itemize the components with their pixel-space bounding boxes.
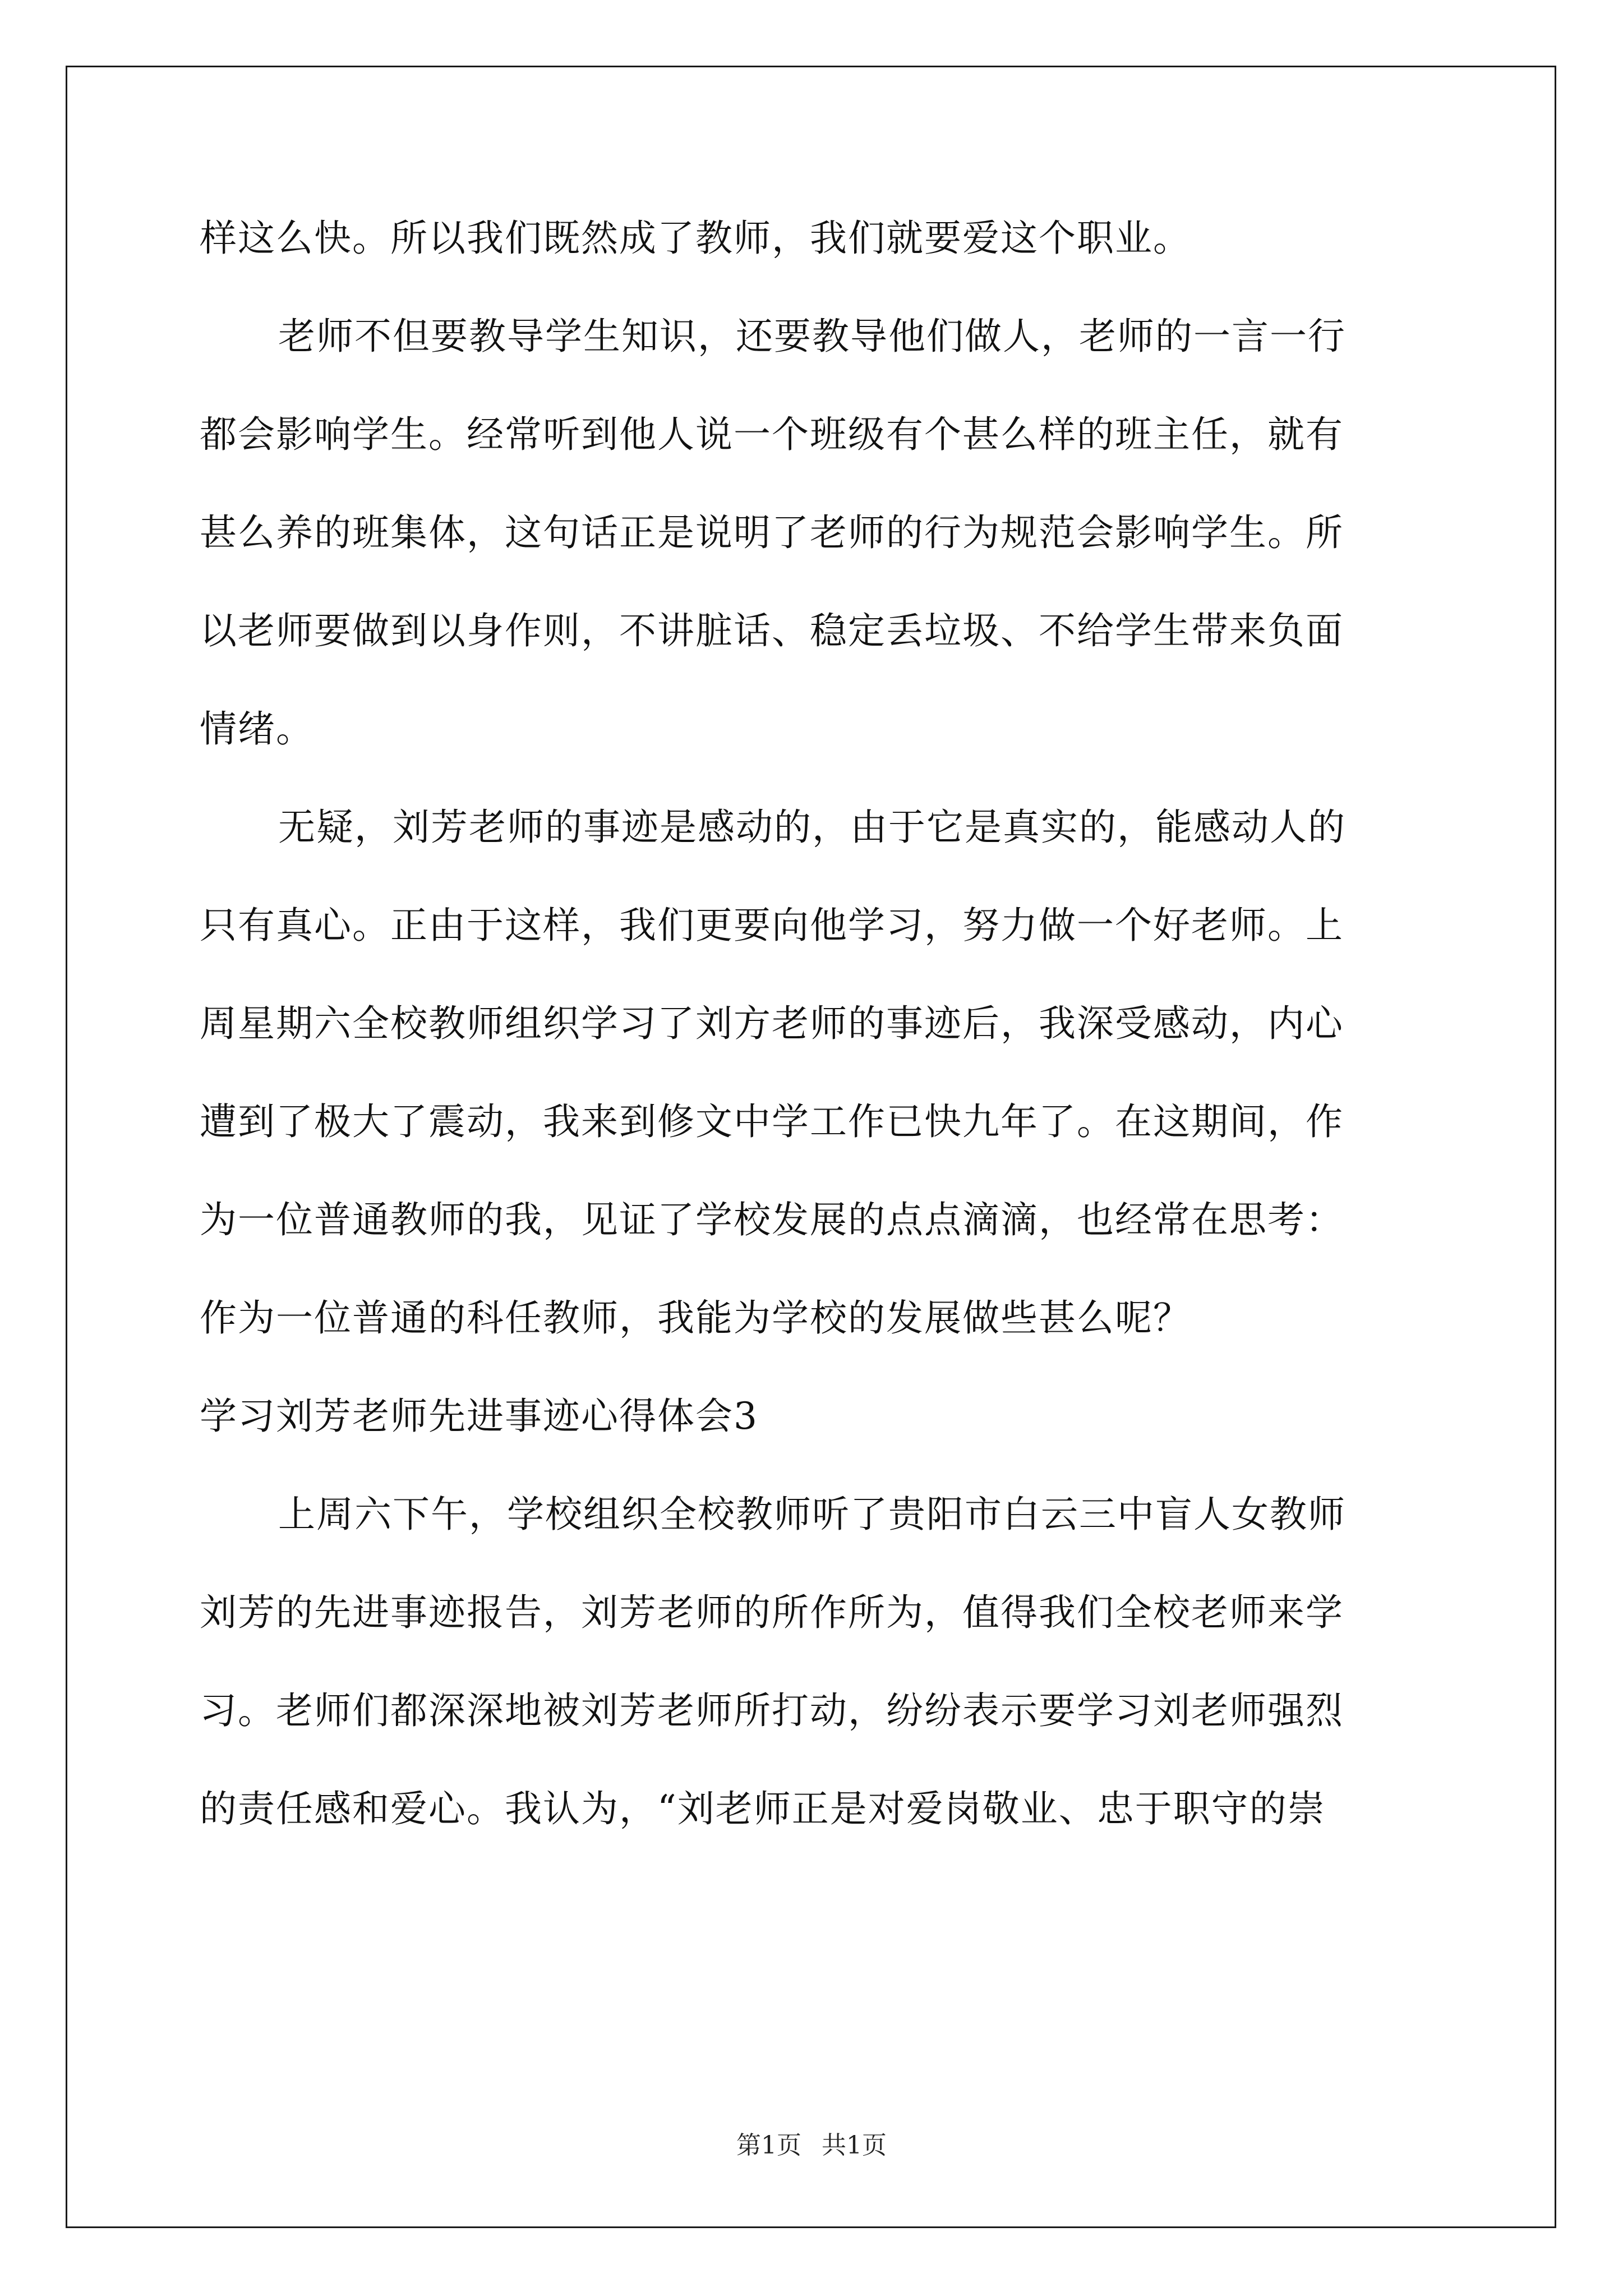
paragraph-start-line: 无疑，刘芳老师的事迹是感动的，由于它是真实的，能感动人的 xyxy=(278,806,1346,849)
text-line: 情绪。 xyxy=(200,707,314,751)
text-line: 遭到了极大了震动，我来到修文中学工作已快九年了。在这期间，作 xyxy=(200,1100,1344,1143)
text-line: 样这么快。所以我们既然成了教师，我们就要爱这个职业。 xyxy=(200,217,1191,260)
paragraph-start-line: 上周六下午，学校组织全校教师听了贵阳市白云三中盲人女教师 xyxy=(278,1493,1346,1536)
text-line: 作为一位普通的科任教师，我能为学校的发展做些甚么呢？ xyxy=(200,1296,1191,1340)
text-line: 为一位普通教师的我，见证了学校发展的点点滴滴，也经常在思考： xyxy=(200,1198,1344,1241)
text-line: 的责任感和爱心。我认为，“刘老师正是对爱岗敬业、忠于职守的崇 xyxy=(200,1787,1326,1830)
text-line: 以老师要做到以身作则，不讲脏话、稳定丢垃圾、不给学生带来负面 xyxy=(200,609,1344,652)
page-number: 第1页 xyxy=(736,2131,801,2160)
text-line: 习。老师们都深深地被刘芳老师所打动，纷纷表示要学习刘老师强烈 xyxy=(200,1689,1344,1732)
text-line: 刘芳的先进事迹报告，刘芳老师的所作所为，值得我们全校老师来学 xyxy=(200,1591,1344,1634)
text-line: 周星期六全校教师组织学习了刘方老师的事迹后，我深受感动，内心 xyxy=(200,1002,1344,1045)
text-line: 都会影响学生。经常听到他人说一个班级有个甚么样的班主任，就有 xyxy=(200,413,1344,456)
page-total: 共1页 xyxy=(822,2131,887,2160)
document-body xyxy=(200,202,1433,1871)
page-footer xyxy=(0,2129,1623,2162)
text-line: 只有真心。正由于这样，我们更要向他学习，努力做一个好老师。上 xyxy=(200,904,1344,947)
section-heading: 学习刘芳老师先进事迹心得体会3 xyxy=(200,1395,758,1438)
text-line: 甚么养的班集体，这句话正是说明了老师的行为规范会影响学生。所 xyxy=(200,511,1344,554)
paragraph-start-line: 老师不但要教导学生知识，还要教导他们做人，老师的一言一行 xyxy=(278,315,1346,358)
